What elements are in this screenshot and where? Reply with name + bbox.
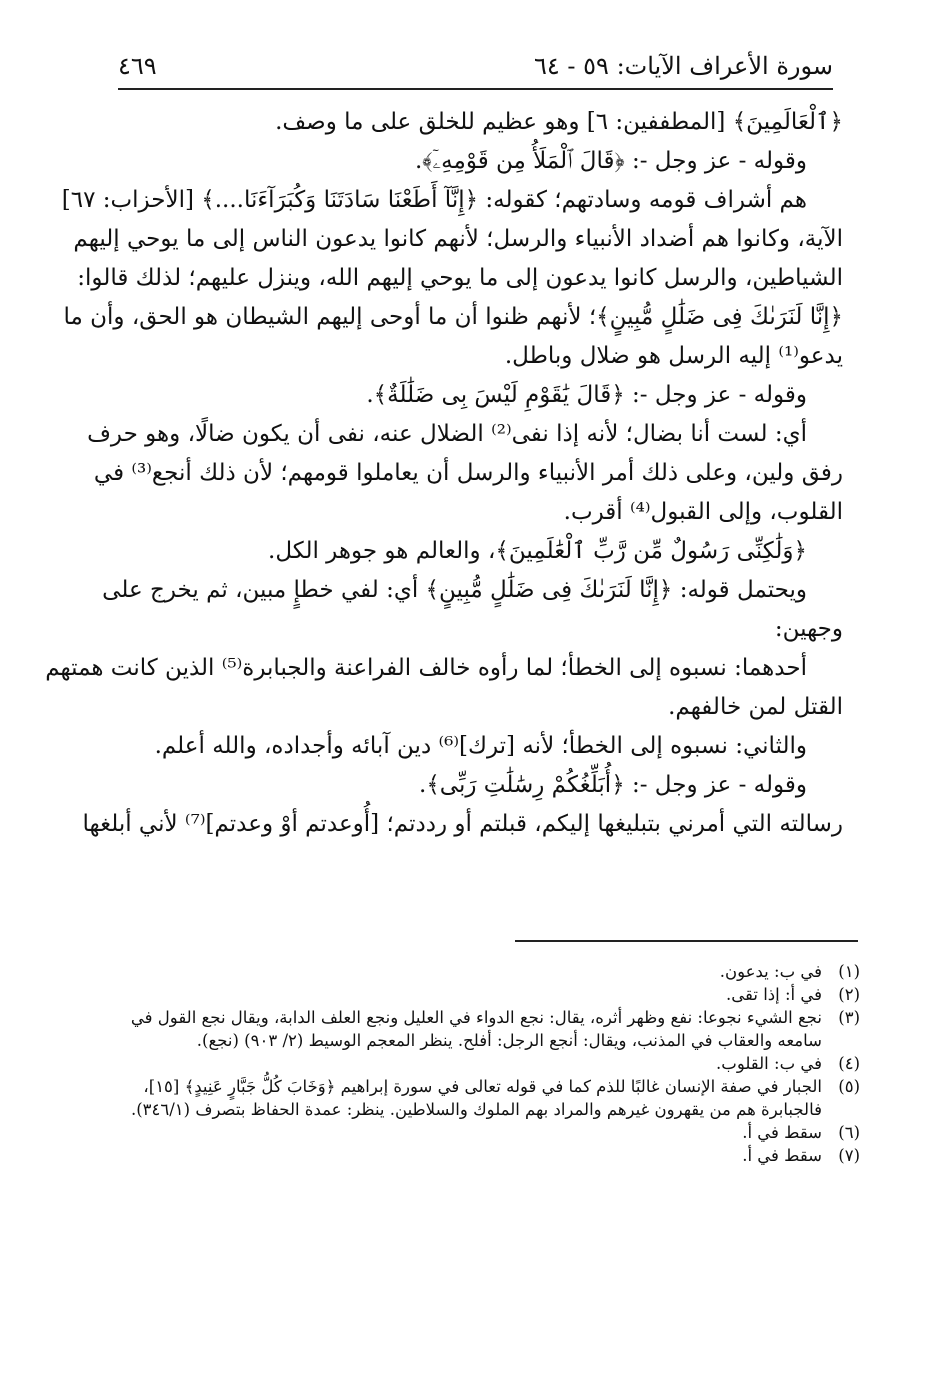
text-line: ﴿إِنَّا لَنَرَىٰكَ فِى ضَلَٰلٍ مُّبِينٍ﴾؛ لأنهم ظنوا أن ما أوحى إليهم الشيطان هو الحق، وأن ما — [63, 304, 843, 330]
footnote-number: (٦) — [838, 1123, 860, 1142]
footnote-number: (٣) — [838, 1008, 860, 1027]
footnote-text: في أ: إذا تقى. — [726, 985, 822, 1004]
footnote-text: الجبار في صفة الإنسان غالبًا للذم كما في قوله تعالى في سورة إبراهيم ﴿وَخَابَ كُلُّ جَبَّارٍ عَنِيدٍ﴾ [١٥]، فالجبابرة هم من يقهرون غيرهم والمراد بهم الملوك والسلاطين. ينظر: عمدة الحفاظ بتصرف (٣٤٦/١). — [130, 1077, 822, 1119]
text-line: رسالته التي أمرني بتبليغها إليكم، قبلتم أو رددتم؛ [أُوعدتم أوْ وعدتم]⁽⁷⁾ لأني أبلغها — [82, 811, 843, 837]
main-text — [45, 103, 843, 844]
footnote-item — [120, 1075, 860, 1121]
surah-title: سورة الأعراف الآيات: ٥٩ - ٦٤ — [534, 52, 833, 80]
footnote-item — [120, 960, 860, 983]
text-line: القتل لمن خالفهم. — [668, 694, 843, 720]
footnote-text: في ب: يدعون. — [719, 962, 822, 981]
footnotes — [120, 960, 860, 1167]
footnote-text: سقط في أ. — [742, 1146, 822, 1165]
footnote-text: نجع الشيء نجوعا: نفع وظهر أثره، يقال: نجع الدواء في العليل ونجع العلف الدابة، ويقال نجع القول في سامعه والعقاب في المذنب، ويقال: أنجع الرجل: أفلح. ينظر المعجم الوسيط (٢/ ٩٠٣) (نجع). — [130, 1008, 822, 1050]
footnote-item — [120, 1144, 860, 1167]
footnote-number: (٢) — [838, 985, 860, 1004]
text-line: الشياطين، والرسل كانوا يدعون إلى ما يوحي إليهم الله، وينزل عليهم؛ لذلك قالوا: — [77, 265, 843, 291]
text-line: أي: لست أنا بضال؛ لأنه إذا نفى⁽²⁾ الضلال عنه، نفى أن يكون ضالًا، وهو حرف — [87, 421, 807, 447]
text-line: ويحتمل قوله: ﴿إِنَّا لَنَرَىٰكَ فِى ضَلَٰلٍ مُّبِينٍ﴾ أي: لفي خطإٍ مبين، ثم يخرج على — [102, 577, 807, 603]
footnote-number: (٧) — [838, 1146, 860, 1165]
text-line: أحدهما: نسبوه إلى الخطأ؛ لما رأوه خالف الفراعنة والجبابرة⁽⁵⁾ الذين كانت همتهم — [45, 655, 807, 681]
text-line: وقوله - عز وجل -: ﴿أُبَلِّغُكُمْ رِسَٰلَٰتِ رَبِّى﴾. — [419, 772, 807, 798]
footnote-item — [120, 1006, 860, 1052]
text-line: القلوب، وإلى القبول⁽⁴⁾ أقرب. — [563, 499, 843, 525]
footnote-separator — [515, 940, 858, 942]
footnote-number: (٥) — [838, 1077, 860, 1096]
page-number: ٤٦٩ — [118, 52, 157, 80]
text-line: رفق ولين، وعلى ذلك أمر الأنبياء والرسل أن يعاملوا قومهم؛ لأن ذلك أنجع⁽³⁾ في — [93, 460, 843, 486]
text-line: وقوله - عز وجل -: ﴿قَالَ يَٰقَوْمِ لَيْسَ بِى ضَلَٰلَةٌ﴾. — [366, 382, 807, 408]
text-line: وجهين: — [774, 616, 843, 642]
footnote-item — [120, 983, 860, 1006]
text-line: هم أشراف قومه وسادتهم؛ كقوله: ﴿إِنَّآ أَطَعْنَا سَادَتَنَا وَكُبَرَآءَنَا....﴾ [الأحزاب: ٦٧] — [61, 187, 807, 213]
text-line: والثاني: نسبوه إلى الخطأ؛ لأنه [ترك]⁽⁶⁾ دين آبائه وأجداده، والله أعلم. — [154, 733, 807, 759]
text-line: ﴿وَلَٰكِنِّى رَسُولٌ مِّن رَّبِّ ٱلْعَٰلَمِينَ﴾، والعالم هو جوهر الكل. — [268, 538, 807, 564]
footnote-item — [120, 1052, 860, 1075]
footnote-number: (٤) — [838, 1054, 860, 1073]
footnote-number: (١) — [838, 962, 860, 981]
page-header — [118, 50, 833, 90]
text-line: الآية، وكانوا هم أضداد الأنبياء والرسل؛ لأنهم كانوا يدعون الناس إلى ما يوحي إليهم — [73, 226, 843, 252]
text-line: يدعو⁽¹⁾ إليه الرسل هو ضلال وباطل. — [504, 343, 843, 369]
footnote-text: سقط في أ. — [742, 1123, 822, 1142]
footnote-text: في ب: القلوب. — [716, 1054, 822, 1073]
text-line: ﴿ٱلْعَالَمِينَ﴾ [المطففين: ٦] وهو عظيم للخلق على ما وصف. — [275, 109, 843, 135]
footnote-item — [120, 1121, 860, 1144]
text-line: وقوله - عز وجل -: ﴿قَالَ ٱلْمَلَأُ مِن قَوْمِهِۦٓ﴾. — [414, 148, 807, 174]
